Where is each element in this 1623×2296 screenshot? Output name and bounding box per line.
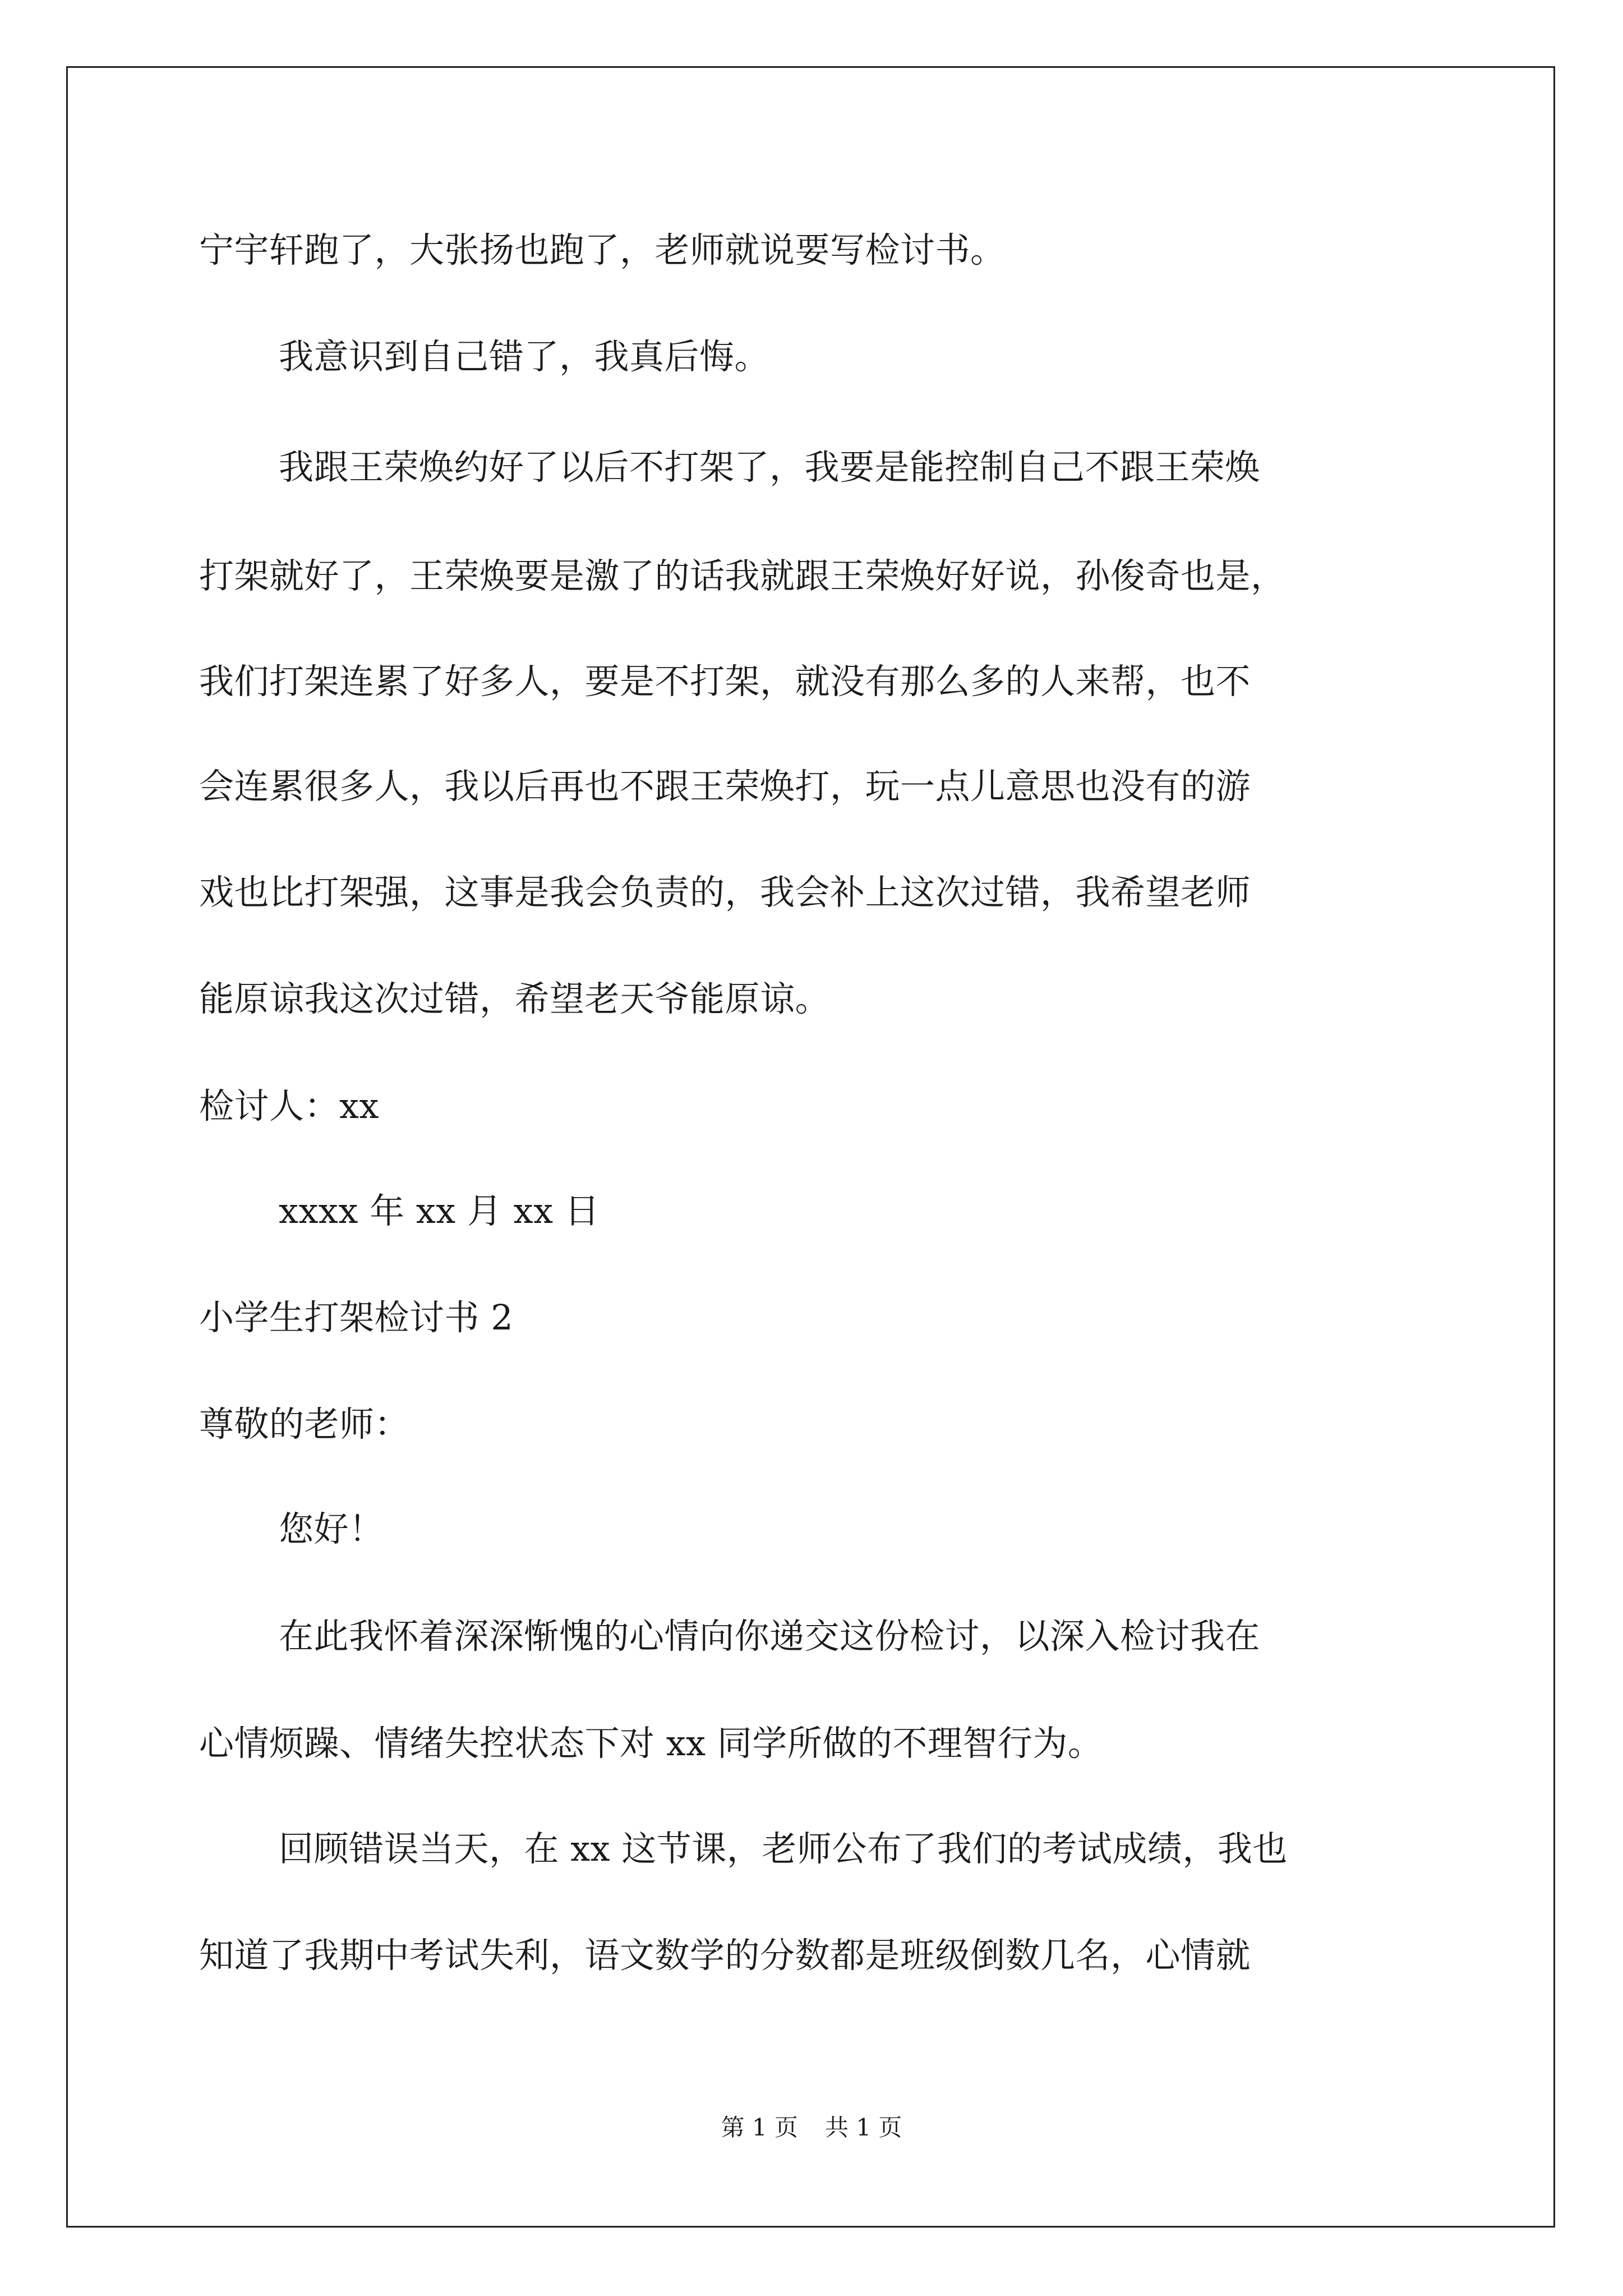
date-line: xxxx 年 xx 月 xx 日 <box>279 1190 600 1231</box>
page-footer <box>0 2116 1623 2139</box>
body-line: 能原谅我这次过错，希望老天爷能原谅。 <box>199 978 831 1019</box>
signature-line: 检讨人：xx <box>199 1085 379 1126</box>
page-border <box>66 66 1555 2228</box>
page-number: 第 1 页 <box>721 2114 798 2141</box>
section-title: 小学生打架检讨书 2 <box>199 1297 514 1338</box>
body-line: 我们打架连累了好多人，要是不打架，就没有那么多的人来帮，也不 <box>199 661 1251 702</box>
body-line: 打架就好了，王荣焕要是激了的话我就跟王荣焕好好说，孙俊奇也是， <box>199 555 1286 596</box>
body-line: 我跟王荣焕约好了以后不打架了，我要是能控制自己不跟王荣焕 <box>279 447 1261 487</box>
body-line: 我意识到自己错了，我真后悔。 <box>279 336 770 377</box>
body-line: 在此我怀着深深惭愧的心情向你递交这份检讨，以深入检讨我在 <box>279 1616 1261 1657</box>
body-line: 知道了我期中考试失利，语文数学的分数都是班级倒数几名，心情就 <box>199 1935 1251 1976</box>
body-line: 回顾错误当天，在 xx 这节课，老师公布了我们的考试成绩，我也 <box>279 1828 1288 1869</box>
greeting: 您好！ <box>279 1508 384 1549</box>
salutation: 尊敬的老师： <box>199 1404 410 1444</box>
body-line: 会连累很多人，我以后再也不跟王荣焕打，玩一点儿意思也没有的游 <box>199 766 1251 807</box>
body-line: 心情烦躁、情绪失控状态下对 xx 同学所做的不理智行为。 <box>199 1723 1103 1764</box>
body-line: 宁宇轩跑了，大张扬也跑了，老师就说要写检讨书。 <box>199 229 1006 270</box>
body-line: 戏也比打架强，这事是我会负责的，我会补上这次过错，我希望老师 <box>199 872 1251 913</box>
page-total: 共 1 页 <box>825 2114 902 2141</box>
